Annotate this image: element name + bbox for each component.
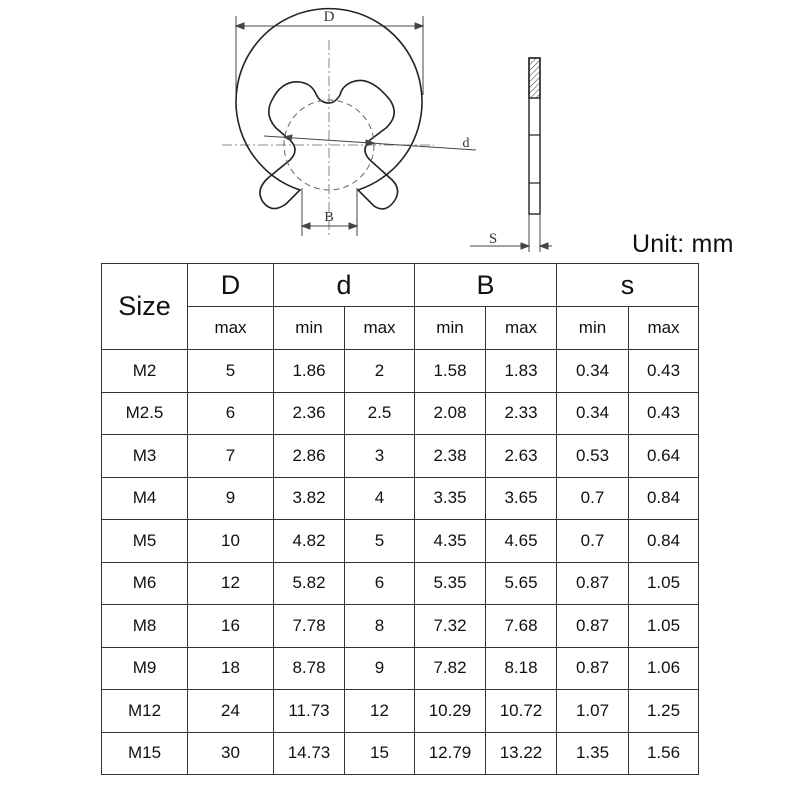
dimension-s xyxy=(470,214,552,252)
value-cell: 16 xyxy=(188,605,274,648)
value-cell: 6 xyxy=(345,562,415,605)
subheader-cell: max xyxy=(629,307,699,350)
value-cell: 4.65 xyxy=(486,520,557,563)
value-cell: 10.29 xyxy=(415,690,486,733)
value-cell: 3.35 xyxy=(415,477,486,520)
size-cell: M9 xyxy=(102,647,188,690)
value-cell: 5.65 xyxy=(486,562,557,605)
subheader-cell: min xyxy=(557,307,629,350)
value-cell: 0.64 xyxy=(629,435,699,478)
dimension-table xyxy=(101,263,699,775)
value-cell: 0.87 xyxy=(557,562,629,605)
value-cell: 8 xyxy=(345,605,415,648)
value-cell: 14.73 xyxy=(274,732,345,775)
size-cell: M12 xyxy=(102,690,188,733)
label-opening-width: B xyxy=(324,210,334,225)
subheader-cell: max xyxy=(188,307,274,350)
table-subheader-row xyxy=(102,307,699,350)
value-cell: 1.05 xyxy=(629,562,699,605)
header-d-groove: d xyxy=(274,264,415,307)
e-clip-technical-drawing xyxy=(0,0,800,260)
value-cell: 1.58 xyxy=(415,350,486,393)
table-header-row xyxy=(102,264,699,307)
size-header: Size xyxy=(102,264,188,350)
side-view xyxy=(529,58,540,214)
value-cell: 7.32 xyxy=(415,605,486,648)
value-cell: 1.06 xyxy=(629,647,699,690)
value-cell: 2.08 xyxy=(415,392,486,435)
table-row xyxy=(102,690,699,733)
value-cell: 9 xyxy=(345,647,415,690)
value-cell: 5.35 xyxy=(415,562,486,605)
value-cell: 7.78 xyxy=(274,605,345,648)
unit-label: Unit: mm xyxy=(632,230,734,258)
value-cell: 0.84 xyxy=(629,477,699,520)
value-cell: 6 xyxy=(188,392,274,435)
value-cell: 1.05 xyxy=(629,605,699,648)
table-row xyxy=(102,562,699,605)
value-cell: 5 xyxy=(345,520,415,563)
value-cell: 0.7 xyxy=(557,477,629,520)
value-cell: 0.84 xyxy=(629,520,699,563)
value-cell: 15 xyxy=(345,732,415,775)
table-row xyxy=(102,435,699,478)
table-row xyxy=(102,477,699,520)
size-cell: M3 xyxy=(102,435,188,478)
value-cell: 2.63 xyxy=(486,435,557,478)
value-cell: 0.34 xyxy=(557,392,629,435)
value-cell: 10.72 xyxy=(486,690,557,733)
table-row xyxy=(102,392,699,435)
value-cell: 7.68 xyxy=(486,605,557,648)
value-cell: 0.43 xyxy=(629,350,699,393)
value-cell: 0.87 xyxy=(557,647,629,690)
header-s: s xyxy=(557,264,699,307)
value-cell: 12 xyxy=(345,690,415,733)
value-cell: 3.82 xyxy=(274,477,345,520)
size-cell: M6 xyxy=(102,562,188,605)
value-cell: 13.22 xyxy=(486,732,557,775)
header-b: B xyxy=(415,264,557,307)
size-cell: M15 xyxy=(102,732,188,775)
value-cell: 3.65 xyxy=(486,477,557,520)
value-cell: 18 xyxy=(188,647,274,690)
size-cell: M8 xyxy=(102,605,188,648)
value-cell: 7.82 xyxy=(415,647,486,690)
table-row xyxy=(102,647,699,690)
value-cell: 5.82 xyxy=(274,562,345,605)
value-cell: 1.07 xyxy=(557,690,629,733)
subheader-cell: min xyxy=(415,307,486,350)
value-cell: 8.18 xyxy=(486,647,557,690)
value-cell: 4 xyxy=(345,477,415,520)
label-groove-diameter: d xyxy=(462,136,470,151)
value-cell: 0.43 xyxy=(629,392,699,435)
table-row xyxy=(102,605,699,648)
value-cell: 11.73 xyxy=(274,690,345,733)
size-cell: M4 xyxy=(102,477,188,520)
value-cell: 12 xyxy=(188,562,274,605)
value-cell: 0.34 xyxy=(557,350,629,393)
value-cell: 2 xyxy=(345,350,415,393)
value-cell: 0.87 xyxy=(557,605,629,648)
size-cell: M2 xyxy=(102,350,188,393)
value-cell: 9 xyxy=(188,477,274,520)
table-row xyxy=(102,520,699,563)
label-outer-diameter: D xyxy=(323,9,335,25)
value-cell: 0.7 xyxy=(557,520,629,563)
subheader-cell: max xyxy=(345,307,415,350)
size-cell: M2.5 xyxy=(102,392,188,435)
value-cell: 4.82 xyxy=(274,520,345,563)
label-thickness: S xyxy=(488,231,498,247)
value-cell: 24 xyxy=(188,690,274,733)
value-cell: 2.36 xyxy=(274,392,345,435)
value-cell: 7 xyxy=(188,435,274,478)
value-cell: 30 xyxy=(188,732,274,775)
value-cell: 1.25 xyxy=(629,690,699,733)
value-cell: 12.79 xyxy=(415,732,486,775)
value-cell: 2.5 xyxy=(345,392,415,435)
value-cell: 1.35 xyxy=(557,732,629,775)
value-cell: 2.33 xyxy=(486,392,557,435)
table-row xyxy=(102,350,699,393)
value-cell: 4.35 xyxy=(415,520,486,563)
value-cell: 1.86 xyxy=(274,350,345,393)
header-d-outer: D xyxy=(188,264,274,307)
value-cell: 1.83 xyxy=(486,350,557,393)
value-cell: 3 xyxy=(345,435,415,478)
dimension-d-inner xyxy=(264,135,476,150)
center-lines xyxy=(222,40,434,236)
table-row xyxy=(102,732,699,775)
value-cell: 10 xyxy=(188,520,274,563)
table-body xyxy=(102,350,699,775)
value-cell: 2.38 xyxy=(415,435,486,478)
dimension-d-outer xyxy=(236,16,423,95)
value-cell: 1.56 xyxy=(629,732,699,775)
size-cell: M5 xyxy=(102,520,188,563)
subheader-cell: min xyxy=(274,307,345,350)
value-cell: 0.53 xyxy=(557,435,629,478)
subheader-cell: max xyxy=(486,307,557,350)
value-cell: 2.86 xyxy=(274,435,345,478)
value-cell: 8.78 xyxy=(274,647,345,690)
value-cell: 5 xyxy=(188,350,274,393)
